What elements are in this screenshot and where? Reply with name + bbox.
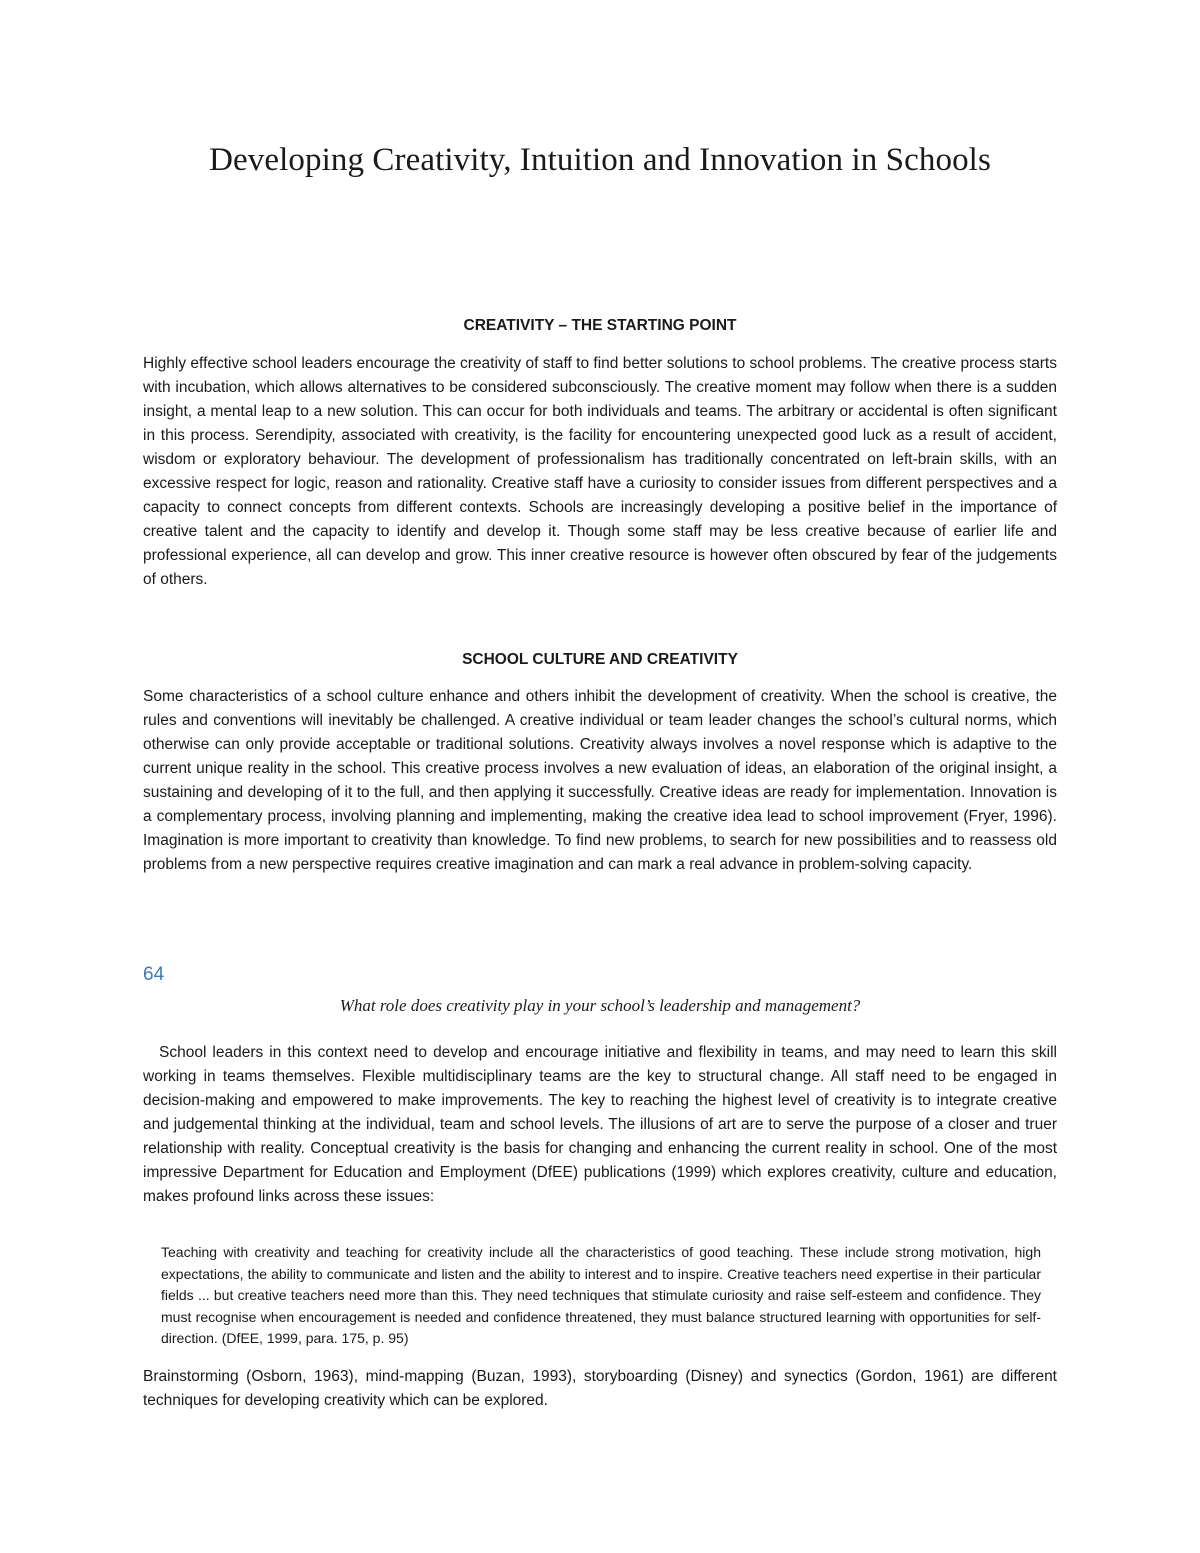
page-number: 64 xyxy=(143,964,165,985)
page-title: Developing Creativity, Intuition and Innovation in Schools xyxy=(209,142,991,178)
reflection-question: What role does creativity play in your school’s leadership and management? xyxy=(339,996,861,1015)
paragraph-techniques: Brainstorming (Osborn, 1963), mind-mapping (Buzan, 1993), storyboarding (Disney) and synectics (Gordon, 1961) are different techniques for developing creativity which can be explored. xyxy=(143,1368,1057,1409)
paragraph-school-culture: Some characteristics of a school culture enhance and others inhibit the development of creativity. When the school is creative, the rules and conventions will inevitably be challenged. A creative individual or team leader changes the school’s cultural norms, which otherwise can only provide acceptable or traditional solutions. Creativity always involves a novel response which is adaptive to the current unique reality in the school. This creative process involves a new evaluation of ideas, an elaboration of the original insight, a sustaining and developing of it to the full, and then applying it successfully. Creative ideas are ready for implementation. Innovation is a complementary process, involving planning and implementing, making the creative idea lead to school improvement (Fryer, 1996). Imagination is more important to creativity than knowledge. To find new problems, to search for new possibilities and to reassess old problems from a new perspective requires creative imagination and can mark a real advance in problem-solving capacity. xyxy=(143,688,1057,873)
section-heading-creativity: CREATIVITY – THE STARTING POINT xyxy=(463,317,737,334)
paragraph-creativity: Highly effective school leaders encourage the creativity of staff to find better solutions to school problems. The creative process starts with incubation, which allows alternatives to be considered subconsciously. The creative moment may follow when there is a sudden insight, a mental leap to a new solution. This can occur for both individuals and teams. The arbitrary or accidental is often significant in this process. Serendipity, associated with creativity, is the facility for encountering unexpected good luck as a result of accident, wisdom or exploratory behaviour. The development of professionalism has traditionally concentrated on left-brain skills, with an excessive respect for logic, reason and rationality. Creative staff have a curiosity to consider issues from different perspectives and a capacity to connect concepts from different contexts. Schools are increasingly developing a positive belief in the importance of creative talent and the capacity to identify and develop it. Though some staff may be less creative because of earlier life and professional experience, all can develop and grow. This inner creative resource is however often obscured by fear of the judgements of others. xyxy=(143,355,1057,588)
block-quote-dfee: Teaching with creativity and teaching for creativity include all the characteristics of good teaching. These include strong motivation, high expectations, the ability to communicate and listen and the ability to interest and to inspire. Creative teachers need expertise in their particular fields ... but creative teachers need more than this. They need techniques that stimulate curiosity and raise self-esteem and confidence. They must recognise when encouragement is needed and confidence threatened, they must balance structured learning with opportunities for self-direction. (DfEE, 1999, para. 175, p. 95) xyxy=(161,1244,1041,1347)
paragraph-school-leaders: School leaders in this context need to develop and encourage initiative and flexibility in teams, and may need to learn this skill working in teams themselves. Flexible multidisciplinary teams are the key to structural change. All staff need to be engaged in decision-making and empowered to make improvements. The key to reaching the highest level of creativity is to integrate creative and judgemental thinking at the individual, team and school levels. The illusions of art are to serve the purpose of a closer and truer relationship with reality. Conceptual creativity is the basis for changing and enhancing the current reality in school. One of the most impressive Department for Education and Employment (DfEE) publications (1999) which explores creativity, culture and education, makes profound links across these issues: xyxy=(143,1044,1057,1205)
section-heading-school-culture: SCHOOL CULTURE AND CREATIVITY xyxy=(462,651,738,668)
